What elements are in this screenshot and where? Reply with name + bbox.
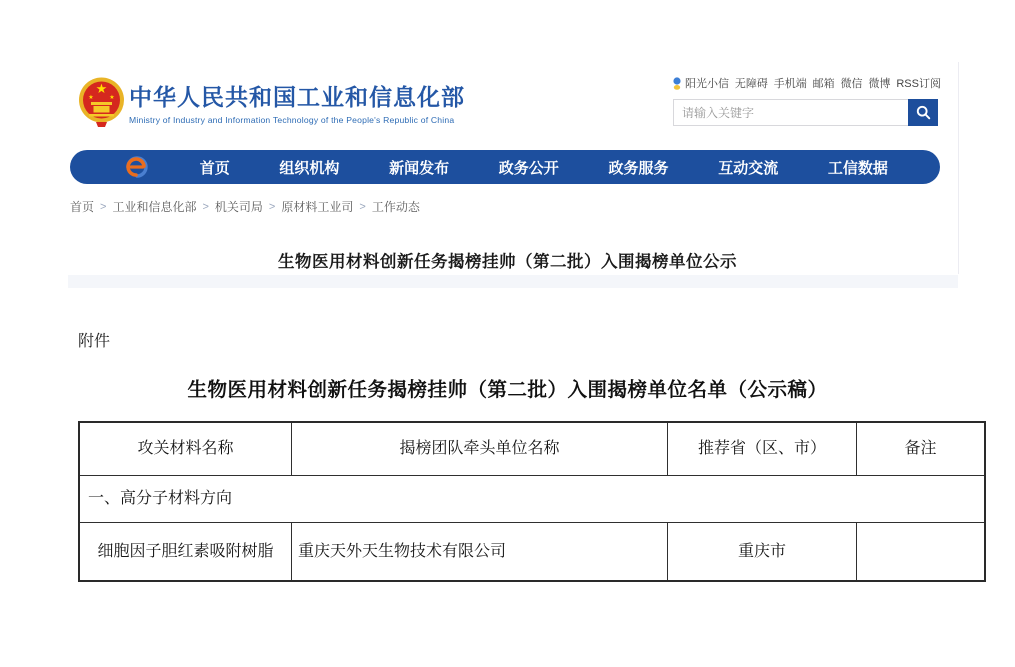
- xiaoxin-mascot-icon: [672, 77, 682, 90]
- svg-text:★: ★: [88, 95, 94, 101]
- utility-link-xiaoxin[interactable]: [672, 75, 729, 91]
- breadcrumb-separator: >: [100, 200, 107, 213]
- site-title-en: Ministry of Industry and Information Technology of the People's Republic of China: [129, 115, 455, 125]
- main-navbar: [70, 150, 940, 184]
- table-section-row: [79, 476, 985, 523]
- search-icon: [916, 105, 931, 120]
- nav-item-home[interactable]: 首页: [199, 159, 230, 177]
- nav-item-data[interactable]: 工信数据: [827, 159, 888, 177]
- col-header-province: 推荐省（区、市）: [668, 422, 857, 476]
- table-row: [79, 523, 985, 582]
- search-button[interactable]: [908, 99, 938, 126]
- breadcrumb: [70, 198, 420, 215]
- section-divider-band: [68, 275, 958, 288]
- nav-item-organization[interactable]: 组织机构: [279, 159, 340, 177]
- section-row-label: 一、高分子材料方向: [79, 476, 985, 523]
- cell-unit: 重庆天外天生物技术有限公司: [292, 523, 668, 582]
- utility-link-rss[interactable]: RSS订阅: [896, 78, 941, 90]
- cell-province: 重庆市: [668, 523, 857, 582]
- breadcrumb-departments[interactable]: 机关司局: [214, 200, 263, 214]
- nav-item-gov-services[interactable]: 政务服务: [608, 159, 669, 177]
- utility-link-weibo[interactable]: 微博: [868, 78, 891, 90]
- site-title-block: [129, 79, 465, 125]
- svg-text:★: ★: [95, 81, 108, 96]
- utility-link-mobile[interactable]: 手机端: [773, 78, 807, 90]
- cell-material: 细胞因子胆红素吸附树脂: [79, 523, 292, 582]
- search-input[interactable]: [673, 99, 908, 126]
- nav-item-interaction[interactable]: 互动交流: [718, 159, 779, 177]
- cell-note: [857, 523, 986, 582]
- site-title-cn: 中华人民共和国工业和信息化部: [129, 84, 465, 110]
- nav-item-gov-disclosure[interactable]: 政务公开: [498, 159, 559, 177]
- gov-e-logo-icon: [124, 155, 150, 179]
- breadcrumb-work-updates[interactable]: 工作动态: [371, 200, 420, 214]
- col-header-unit: 揭榜团队牵头单位名称: [292, 422, 668, 476]
- breadcrumb-miit[interactable]: 工业和信息化部: [112, 200, 197, 214]
- utility-link-wechat[interactable]: 微信: [840, 78, 863, 90]
- table-header-row: [79, 422, 985, 476]
- col-header-note: 备注: [857, 422, 986, 476]
- breadcrumb-home[interactable]: 首页: [70, 200, 95, 214]
- col-header-material: 攻关材料名称: [79, 422, 292, 476]
- breadcrumb-raw-materials[interactable]: 原材料工业司: [281, 200, 354, 214]
- document-title: 生物医用材料创新任务揭榜挂帅（第二批）入围揭榜单位名单（公示稿）: [187, 380, 828, 401]
- national-emblem-icon[interactable]: [78, 75, 125, 128]
- utility-links: [672, 75, 941, 91]
- breadcrumb-separator: >: [359, 200, 366, 213]
- svg-text:★: ★: [109, 95, 115, 101]
- attachment-label: 附件: [78, 333, 111, 350]
- utility-link-mail[interactable]: 邮箱: [812, 78, 835, 90]
- breadcrumb-separator: >: [268, 200, 276, 213]
- shortlist-table: [78, 421, 986, 582]
- header-right-divider: [958, 62, 959, 274]
- search-bar: [673, 99, 938, 126]
- utility-link-accessibility[interactable]: 无障碍: [734, 78, 768, 90]
- article-title: 生物医用材料创新任务揭榜挂帅（第二批）入围揭榜单位公示: [278, 253, 737, 271]
- utility-link-label: 阳光小信: [685, 78, 729, 90]
- breadcrumb-separator: >: [202, 200, 209, 213]
- nav-item-news[interactable]: 新闻发布: [389, 159, 450, 177]
